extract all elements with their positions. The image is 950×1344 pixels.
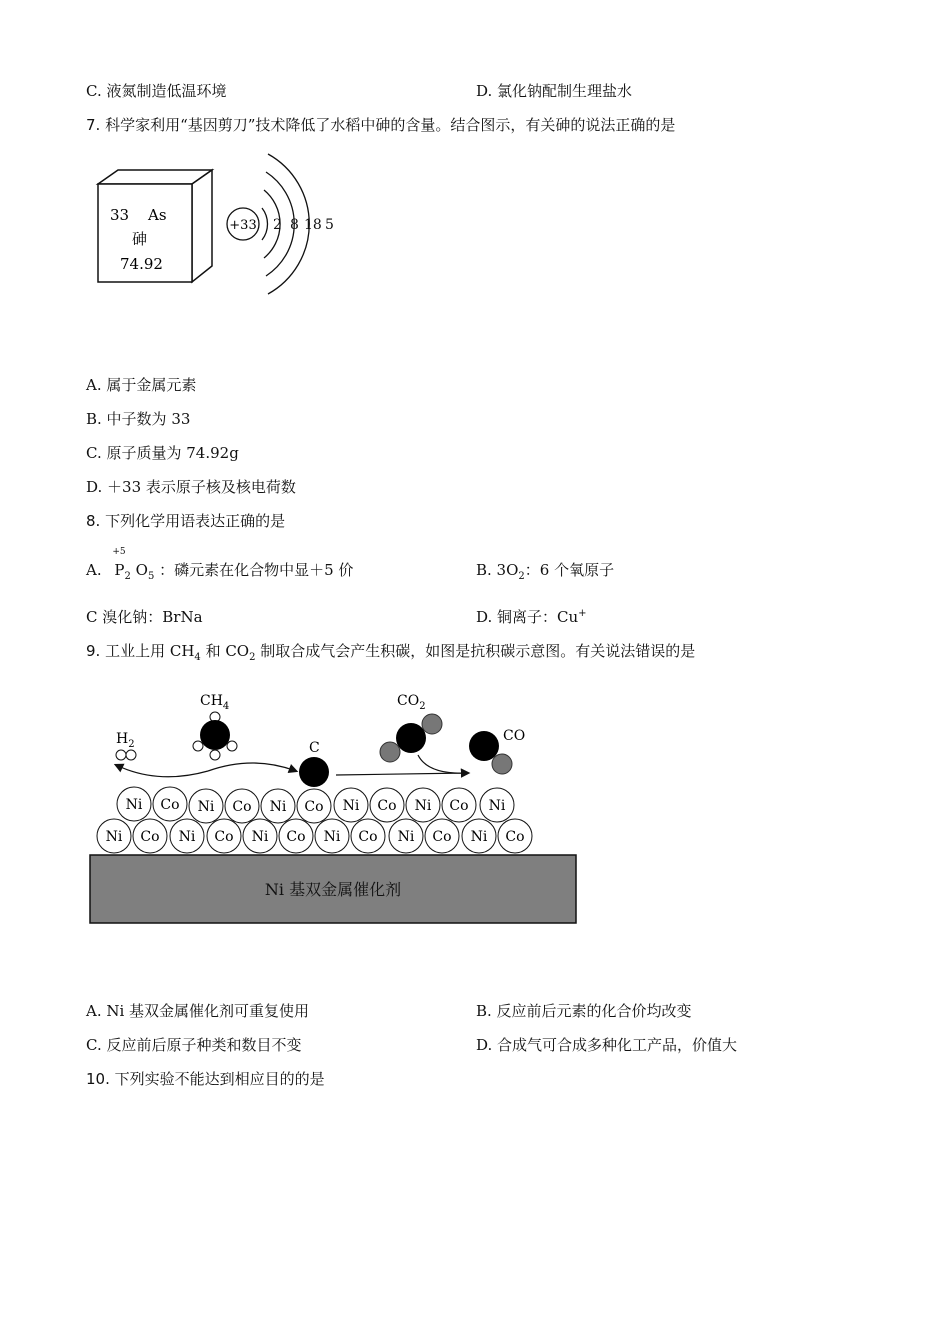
q9-number: 9. xyxy=(86,642,101,660)
ch4-molecule xyxy=(193,693,237,760)
atom-co: Co xyxy=(140,829,160,845)
arrow-co2-to-co xyxy=(418,755,468,773)
q10-number: 10. xyxy=(86,1070,110,1088)
q8-option-a-text: ：磷元素在化合物中显＋5 价 xyxy=(159,561,354,579)
atomic-mass: 74.92 xyxy=(120,255,163,273)
ch4-label: $CH_4$ xyxy=(200,693,230,712)
q8-option-a-label: A. xyxy=(86,561,102,579)
q9-option-b: B. 反应前后元素的化合价均改变 xyxy=(476,1002,692,1020)
q8-stem-text: 下列化学用语表达正确的是 xyxy=(105,512,286,530)
q9-stem-sub2: 2 xyxy=(249,652,256,663)
element-name: 砷 xyxy=(132,230,148,248)
atom-ni: Ni xyxy=(178,829,196,845)
q8-option-b-sub: 2 xyxy=(518,571,525,582)
co2-label: $CO_2$ xyxy=(397,693,426,712)
q7-option-d: D. ＋33 表示原子核及核电荷数 xyxy=(86,478,296,496)
atom-co: Co xyxy=(214,829,234,845)
atom-ni: Ni xyxy=(251,829,269,845)
q6-option-d: D. 氯化钠配制生理盐水 xyxy=(476,82,633,100)
q7-stem-text: 科学家利用“基因剪刀”技术降低了水稻中砷的含量。结合图示，有关砷的说法正确的是 xyxy=(105,116,676,134)
q7-figure xyxy=(90,150,340,300)
q8-number: 8. xyxy=(86,512,101,530)
co-label: CO xyxy=(503,728,526,744)
atom-ni: Ni xyxy=(342,798,360,814)
atom-ni: Ni xyxy=(323,829,341,845)
q9-option-a: A. Ni 基双金属催化剂可重复使用 xyxy=(86,1002,310,1020)
atom-co: Co xyxy=(358,829,378,845)
atom-ni: Ni xyxy=(397,829,415,845)
catalyst-label: Ni 基双金属催化剂 xyxy=(264,880,402,899)
co-molecule xyxy=(469,728,525,774)
q9-figure xyxy=(88,685,580,927)
q9-stem-c: 制取合成气会产生积碳，如图是抗积碳示意图。有关说法错误的是 xyxy=(255,642,696,660)
q8-option-d xyxy=(476,606,587,627)
q9-option-c: C. 反应前后原子种类和数目不变 xyxy=(86,1036,302,1054)
atom-ni: Ni xyxy=(470,829,488,845)
shell-electrons-2: 8 xyxy=(290,217,299,233)
atom-co: Co xyxy=(286,829,306,845)
formula-o: O xyxy=(135,561,148,579)
atom-co: Co xyxy=(377,798,397,814)
atom-co: Co xyxy=(449,798,469,814)
arrow-to-c xyxy=(208,763,296,771)
shell-arc-1 xyxy=(262,208,268,240)
formula-p: P xyxy=(114,561,125,579)
c-label: C xyxy=(309,740,320,756)
q9-stem-sub1: 4 xyxy=(194,652,201,663)
q9-option-d: D. 合成气可合成多种化工产品，价值大 xyxy=(476,1036,738,1054)
q8-option-d-sup: + xyxy=(578,608,587,619)
p2o5-formula xyxy=(112,547,155,582)
q10-stem xyxy=(86,1068,325,1089)
nucleus-charge: +33 xyxy=(229,218,257,233)
atom-ni: Ni xyxy=(414,798,432,814)
bottom-atom-row xyxy=(97,819,532,853)
q7-option-a: A. 属于金属元素 xyxy=(86,376,197,394)
q7-option-b: B. 中子数为 33 xyxy=(86,410,191,428)
q8-option-d-label: D. 铜离子：Cu xyxy=(476,608,579,626)
co2-molecule xyxy=(380,693,442,762)
atom-structure-diagram xyxy=(227,154,334,294)
q10-stem-text: 下列实验不能达到相应目的的是 xyxy=(114,1070,325,1088)
q8-option-c: C 溴化钠：BrNa xyxy=(86,608,203,626)
atom-co: Co xyxy=(304,799,324,815)
atom-co: Co xyxy=(160,797,180,813)
atom-ni: Ni xyxy=(105,829,123,845)
valence-mark: +5 xyxy=(112,547,126,557)
atom-ni: Ni xyxy=(197,799,215,815)
q9-stem-a: 工业上用 CH xyxy=(105,642,195,660)
atom-ni: Ni xyxy=(269,799,287,815)
atomic-number: 33 xyxy=(110,206,130,224)
shell-electrons-4: 5 xyxy=(325,217,334,233)
atom-co: Co xyxy=(232,799,252,815)
q7-number: 7. xyxy=(86,116,101,134)
q9-stem xyxy=(86,640,695,663)
atom-co: Co xyxy=(432,829,452,845)
element-card xyxy=(98,170,212,282)
q8-stem xyxy=(86,510,285,531)
q7-stem xyxy=(86,114,675,135)
atom-ni: Ni xyxy=(488,798,506,814)
arrow-c-to-co xyxy=(336,773,468,775)
h2-label: $H_2$ xyxy=(116,731,135,750)
h2-molecule xyxy=(116,731,136,760)
formula-o-sub: 5 xyxy=(147,571,155,582)
q8-option-b-label: B. 3O xyxy=(476,561,519,579)
formula-p-sub: 2 xyxy=(124,571,131,582)
c-atom xyxy=(299,740,329,787)
element-symbol: As xyxy=(148,206,167,224)
q7-option-c: C. 原子质量为 74.92g xyxy=(86,444,239,462)
q8-option-b-text: ：6 个氧原子 xyxy=(524,561,615,579)
atom-ni: Ni xyxy=(125,797,143,813)
q9-stem-b: 和 CO xyxy=(200,642,250,660)
shell-electrons-1: 2 xyxy=(273,217,282,233)
q8-option-b xyxy=(476,559,614,582)
q6-option-c: C. 液氮制造低温环境 xyxy=(86,82,227,100)
top-atom-row xyxy=(117,787,514,823)
arrow-to-h2 xyxy=(116,765,208,777)
q8-option-a xyxy=(86,547,354,582)
atom-co: Co xyxy=(505,829,525,845)
shell-electrons-3: 18 xyxy=(304,217,322,233)
